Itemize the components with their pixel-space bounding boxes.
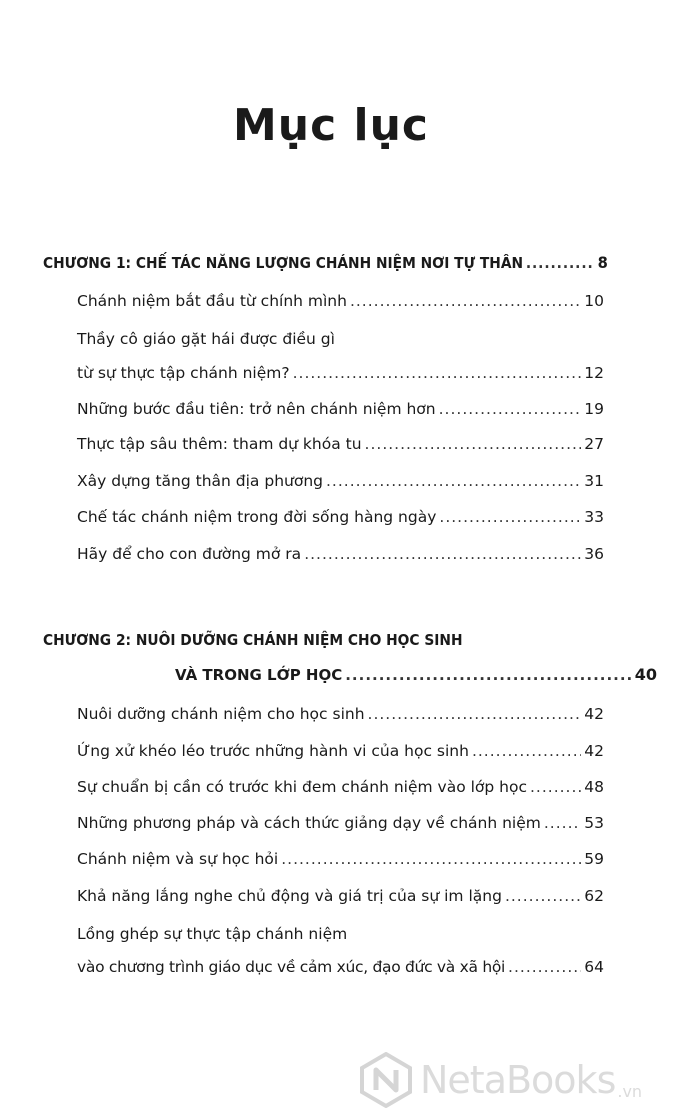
netabooks-logo-icon (358, 1052, 414, 1108)
toc-entry-page: 62 (584, 887, 604, 905)
leader-dots (439, 508, 581, 526)
leader-dots (326, 472, 581, 490)
toc-entry (77, 435, 604, 453)
toc-entry-title: Nuôi dưỡng chánh niệm cho học sinh (77, 705, 365, 723)
toc-entry-title: Chánh niệm và sự học hỏi (77, 850, 279, 868)
chapter-2-page: 40 (634, 665, 657, 684)
toc-entry (77, 778, 604, 796)
toc-entry-page: 12 (584, 364, 604, 382)
leader-dots (526, 254, 595, 272)
toc-entry-title-line1: Lồng ghép sự thực tập chánh niệm (77, 925, 348, 943)
toc-entry-page: 42 (584, 705, 604, 723)
toc-entry-page: 33 (584, 508, 604, 526)
toc-entry (77, 292, 604, 310)
toc-entry-page: 27 (584, 435, 604, 453)
leader-dots (472, 742, 581, 760)
toc-entry-title: Hãy để cho con đường mở ra (77, 545, 302, 563)
chapter-2-title-line1: CHƯƠNG 2: NUÔI DƯỠNG CHÁNH NIỆM CHO HỌC SINH (43, 631, 463, 649)
toc-entry-page: 48 (584, 778, 604, 796)
toc-entry-title: Những bước đầu tiên: trở nên chánh niệm hơn (77, 400, 436, 418)
toc-entry-page: 19 (584, 400, 604, 418)
leader-dots (281, 850, 581, 868)
leader-dots (439, 400, 582, 418)
toc-entry-title: Xây dựng tăng thân địa phương (77, 472, 323, 490)
leader-dots (365, 435, 582, 453)
toc-entry-title: vào chương trình giáo dục về cảm xúc, đạo đức và xã hội (77, 958, 506, 976)
leader-dots (530, 778, 581, 796)
toc-entry-title-line1: Thầy cô giáo gặt hái được điều gì (77, 330, 335, 348)
toc-entry-title: Thực tập sâu thêm: tham dự khóa tu (77, 435, 362, 453)
toc-entry-title: Chế tác chánh niệm trong đời sống hàng ngày (77, 508, 437, 526)
chapter-2-heading (175, 665, 657, 684)
toc-entry-page: 31 (584, 472, 604, 490)
chapter-1-page: 8 (597, 253, 608, 272)
toc-entry (77, 400, 604, 418)
leader-dots (508, 958, 581, 976)
toc-entry-title: Sự chuẩn bị cần có trước khi đem chánh niệm vào lớp học (77, 778, 527, 796)
toc-entry-page: 36 (584, 545, 604, 563)
leader-dots (304, 545, 581, 563)
toc-entry-page: 10 (584, 292, 604, 310)
page-title: Mục lục (233, 100, 429, 151)
toc-entry (77, 364, 604, 382)
toc-entry (77, 814, 604, 832)
toc-entry-title: Chánh niệm bắt đầu từ chính mình (77, 292, 347, 310)
toc-entry-title: từ sự thực tập chánh niệm? (77, 364, 290, 382)
toc-entry-title: Những phương pháp và cách thức giảng dạy về chánh niệm (77, 814, 541, 832)
toc-entry-page: 59 (584, 850, 604, 868)
toc-entry (77, 850, 604, 868)
leader-dots (350, 292, 581, 310)
chapter-2-title: VÀ TRONG LỚP HỌC (175, 666, 343, 684)
toc-entry-title: Khả năng lắng nghe chủ động và giá trị của sự im lặng (77, 887, 502, 905)
toc-entry-page: 42 (584, 742, 604, 760)
toc-entry (77, 958, 604, 976)
chapter-1-heading (43, 253, 608, 272)
leader-dots (505, 887, 581, 905)
toc-entry (77, 508, 604, 526)
toc-entry-title: Ứng xử khéo léo trước những hành vi của học sinh (77, 742, 469, 760)
toc-entry (77, 705, 604, 723)
toc-entry (77, 742, 604, 760)
chapter-1-title: CHƯƠNG 1: CHẾ TÁC NĂNG LƯỢNG CHÁNH NIỆM NƠI TỰ THÂN (43, 254, 524, 272)
toc-entry (77, 545, 604, 563)
toc-entry-page: 53 (584, 814, 604, 832)
leader-dots (368, 705, 582, 723)
watermark (358, 1045, 688, 1115)
watermark-tld: .vn (617, 1082, 643, 1101)
toc-entry (77, 472, 604, 490)
toc-entry (77, 887, 604, 905)
leader-dots (345, 666, 632, 684)
leader-dots (293, 364, 582, 382)
toc-entry-page: 64 (584, 958, 604, 976)
leader-dots (544, 814, 581, 832)
watermark-brand: NetaBooks (420, 1058, 616, 1102)
